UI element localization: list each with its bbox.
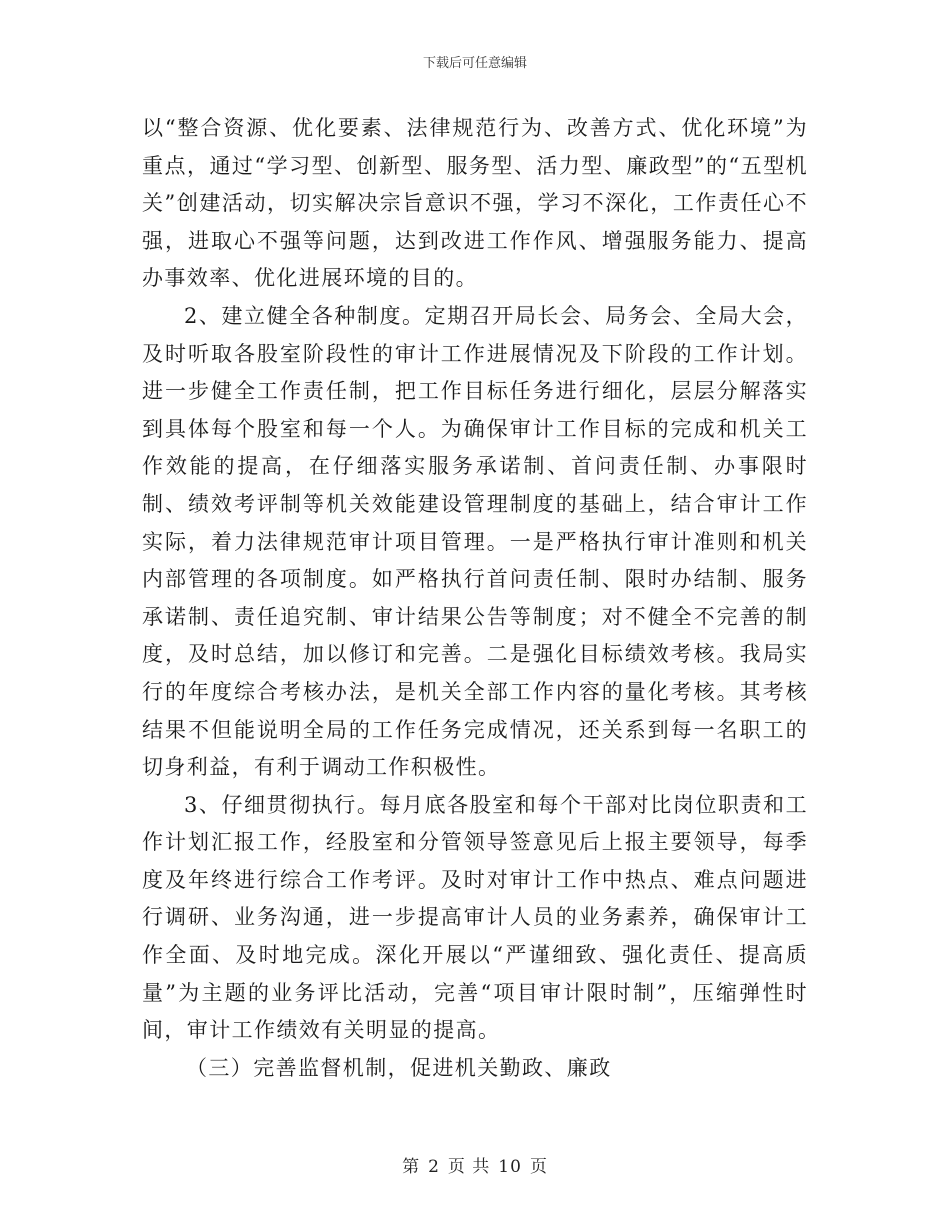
footer-suffix: 页 bbox=[529, 1157, 548, 1177]
section-heading: （三）完善监督机制，促进机关勤政、廉政 bbox=[186, 1055, 612, 1080]
footer-prefix: 第 bbox=[402, 1157, 421, 1177]
paragraph-item-2: 2、建立健全各种制度。定期召开局长会、局务会、全局大会，及时听取各股室阶段性的审计工作进展情况及下阶段的工作计划。进一步健全工作责任制，把工作目标任务进行细化，层层分解落实到具体每个股室和每一个人。为确保审计工作目标的完成和机关工作效能的提高，在仔细落实服务承诺制、首问责任制、办事限时制、绩效考评制等机关效能建设管理制度的基础上，结合审计工作实际，着力法律规范审计项目管理。一是严格执行审计准则和机关内部管理的各项制度。如严格执行首问责任制、限时办结制、服务承诺制、责任追究制、审计结果公告等制度；对不健全不完善的制度，及时总结，加以修订和完善。二是强化目标绩效考核。我局实行的年度综合考核办法，是机关全部工作内容的量化考核。其考核结果不但能说明全局的工作任务完成情况，还关系到每一名职工的切身利益，有利于调动工作积极性。 bbox=[142, 303, 808, 780]
document-body bbox=[142, 110, 808, 1087]
page-header-note: 下载后可任意编辑 bbox=[422, 56, 527, 71]
footer-total-pages: 10 bbox=[498, 1157, 522, 1177]
footer-page-number: 2 bbox=[428, 1157, 440, 1177]
paragraph-item-3: 3、仔细贯彻执行。每月底各股室和每个干部对比岗位职责和工作计划汇报工作，经股室和分管领导签意见后上报主要领导，每季度及年终进行综合工作考评。及时对审计工作中热点、难点问题进行调研、业务沟通，进一步提高审计人员的业务素养，确保审计工作全面、及时地完成。深化开展以“严谨细致、强化责任、提高质量”为主题的业务评比活动，完善“项目审计限时制”，压缩弹性时间，审计工作绩效有关明显的提高。 bbox=[142, 792, 808, 1043]
footer-mid: 页 共 bbox=[447, 1157, 491, 1177]
paragraph-continuation: 以“整合资源、优化要素、法律规范行为、改善方式、优化环境”为重点，通过“学习型、创新型、服务型、活力型、廉政型”的“五型机关”创建活动，切实解决宗旨意识不强，学习不深化，工作责任心不强，进取心不强等问题，达到改进工作作风、增强服务能力、提高办事效率、优化进展环境的目的。 bbox=[142, 116, 808, 291]
page-footer bbox=[0, 1152, 950, 1177]
